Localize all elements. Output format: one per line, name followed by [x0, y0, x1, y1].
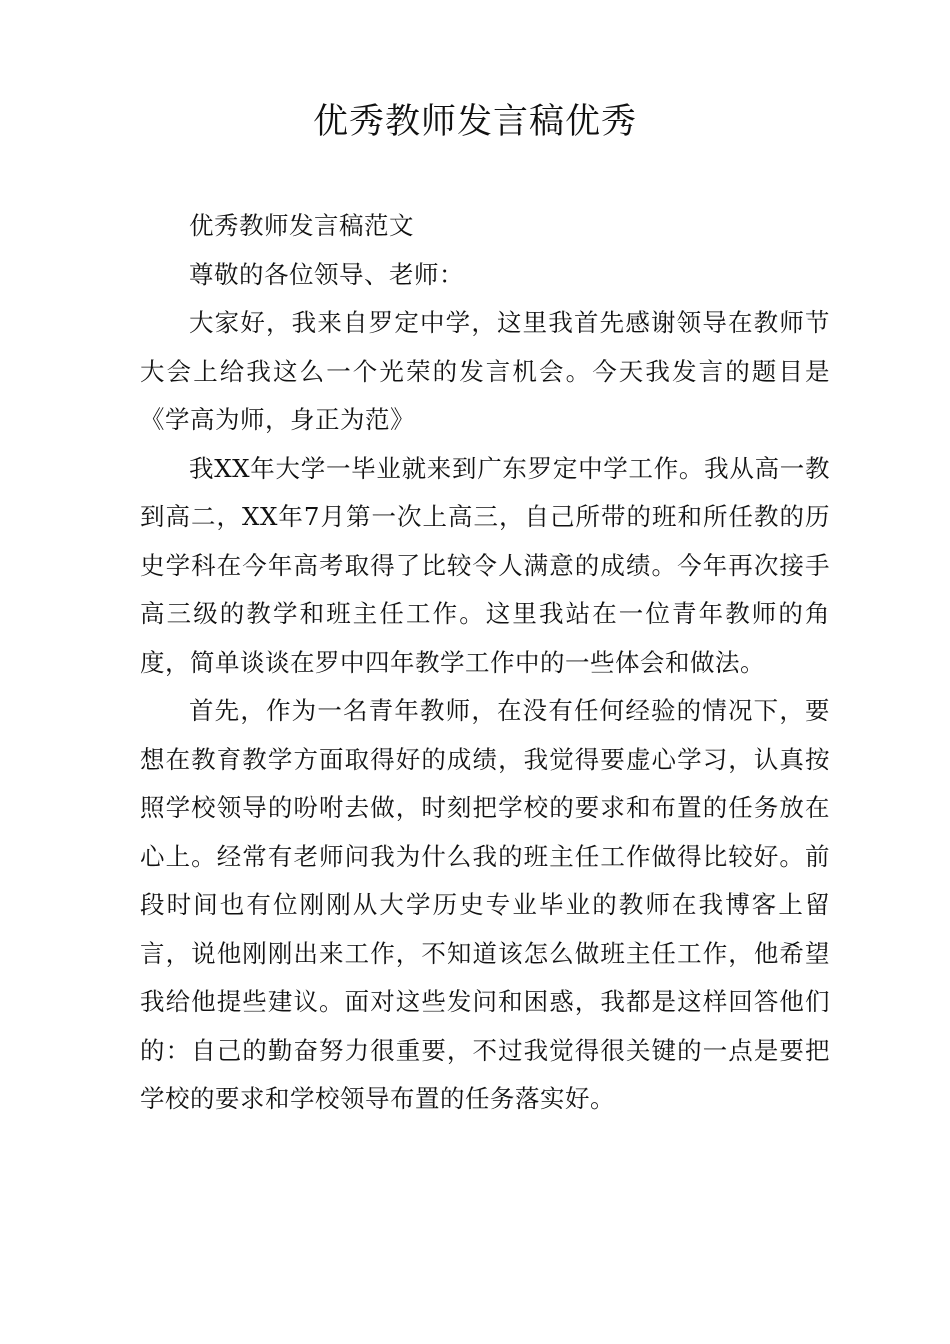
paragraph-greeting: 大家好，我来自罗定中学，这里我首先感谢领导在教师节大会上给我这么一个光荣的发言机会。今天我发言的题目是《学高为师，身正为范》	[140, 308, 830, 434]
document-title: 优秀教师发言稿优秀	[312, 102, 637, 142]
document-body	[140, 202, 830, 1124]
paragraph-subtitle: 优秀教师发言稿范文	[189, 211, 414, 240]
paragraph-first-point: 首先，作为一名青年教师，在没有任何经验的情况下，要想在教育教学方面取得好的成绩，我觉得要虚心学习，认真按照学校领导的吩咐去做，时刻把学校的要求和布置的任务放在心上。经常有老师问我为什么我的班主任工作做得比较好。前段时间也有位刚刚从大学历史专业毕业的教师在我博客上留言，说他刚刚出来工作，不知道该怎么做班主任工作，他希望我给他提些建议。面对这些发问和困惑，我都是这样回答他们的：自己的勤奋努力很重要，不过我觉得很关键的一点是要把学校的要求和学校领导布置的任务落实好。	[140, 696, 830, 1113]
paragraph-salutation: 尊敬的各位领导、老师：	[189, 259, 464, 289]
paragraph-background: 我XX年大学一毕业就来到广东罗定中学工作。我从高一教到高二，XX年7月第一次上高三，自己所带的班和所任教的历史学科在今年高考取得了比较令人满意的成绩。今年再次接手高三级的教学和班主任工作。这里我站在一位青年教师的角度，简单谈谈在罗中四年教学工作中的一些体会和做法。	[140, 453, 830, 677]
